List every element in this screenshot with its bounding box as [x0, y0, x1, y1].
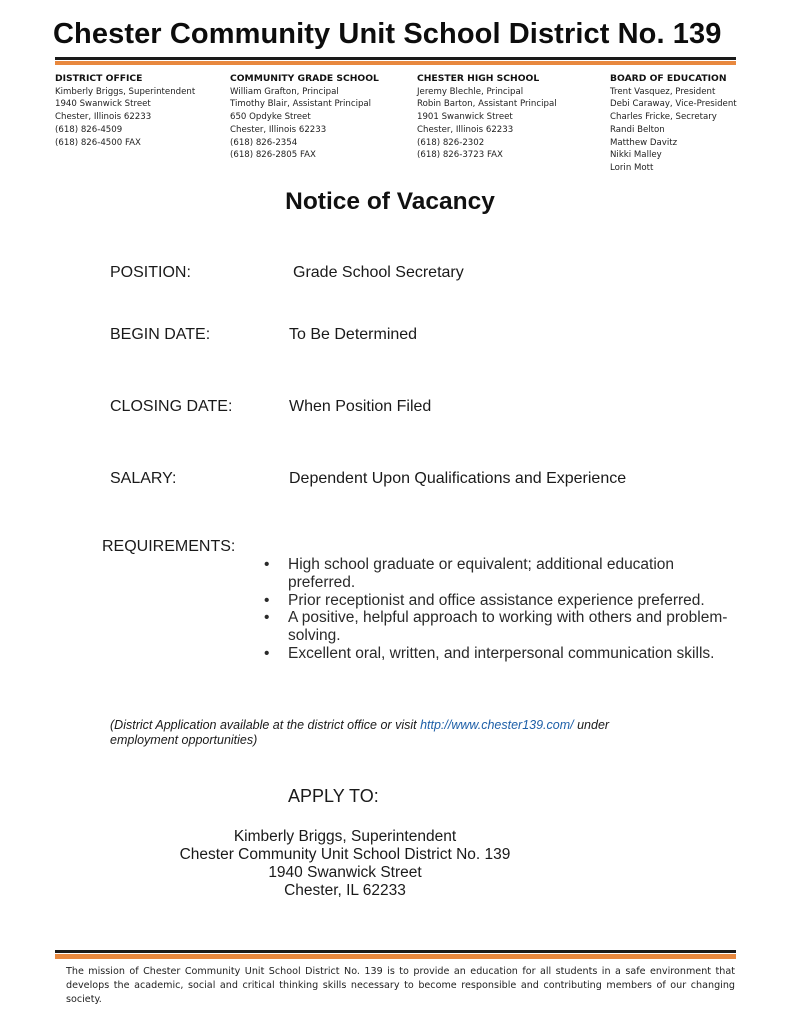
contact-line: (618) 826-3723 FAX: [417, 150, 503, 161]
bullet-icon: •: [264, 609, 270, 627]
application-note: [110, 718, 670, 748]
contact-line: (618) 826-4509: [55, 124, 123, 135]
requirement-item: [262, 645, 732, 663]
footer-rule-orange: [55, 954, 736, 959]
position-value: Grade School Secretary: [293, 264, 464, 281]
high-school-heading: CHESTER HIGH SCHOOL: [417, 73, 540, 84]
district-title: Chester Community Unit School District No. 139: [53, 18, 722, 50]
requirement-text: Excellent oral, written, and interpersonal communication skills.: [288, 644, 715, 662]
requirement-item: [262, 609, 732, 645]
contact-line: Kimberly Briggs, Superintendent: [55, 86, 196, 97]
contact-line: (618) 826-2805 FAX: [230, 150, 316, 161]
contact-line: Matthew Davitz: [610, 137, 678, 148]
address-line: Chester Community Unit School District No. 139: [179, 846, 511, 863]
contact-line: Chester, Illinois 62233: [417, 124, 514, 135]
address-line: Chester, IL 62233: [284, 882, 406, 899]
contact-line: Robin Barton, Assistant Principal: [417, 99, 557, 110]
high-school-column: [417, 73, 557, 162]
mission-statement: The mission of Chester Community Unit School District No. 139 is to provide an education for all students in a safe environment that develops the academic, social and critical thinking skills necessary to become responsible and contributing members of our changing society.: [66, 966, 735, 1005]
salary-label: SALARY:: [110, 470, 177, 487]
contact-line: Randi Belton: [610, 124, 665, 135]
application-note-text: (District Application available at the district office or visit: [110, 718, 421, 732]
contact-line: Nikki Malley: [610, 150, 662, 161]
requirement-text: High school graduate or equivalent; additional education preferred.: [288, 556, 675, 591]
bullet-icon: •: [264, 556, 270, 573]
contact-line: Chester, Illinois 62233: [230, 124, 327, 135]
contact-line: Chester, Illinois 62233: [55, 112, 152, 123]
position-label: POSITION:: [110, 264, 191, 281]
closing-date-label: CLOSING DATE:: [110, 398, 233, 415]
header-rule-black: [55, 57, 736, 60]
bullet-icon: •: [264, 644, 270, 662]
grade-school-heading: COMMUNITY GRADE SCHOOL: [230, 73, 379, 84]
contact-line: (618) 826-4500 FAX: [55, 137, 141, 148]
board-of-education-column: [610, 73, 737, 175]
header-rule-orange: [55, 61, 736, 65]
requirements-list: [262, 556, 732, 663]
apply-to-heading: APPLY TO:: [288, 786, 379, 806]
contact-line: Debi Caraway, Vice-President: [610, 99, 737, 110]
contact-line: 650 Opdyke Street: [230, 112, 311, 123]
requirements-label: REQUIREMENTS:: [102, 538, 236, 555]
apply-address: [140, 828, 550, 900]
district-office-column: [55, 73, 195, 149]
requirement-item: [262, 592, 732, 610]
bullet-icon: •: [264, 591, 270, 609]
contact-line: Trent Vasquez, President: [610, 86, 716, 97]
contact-line: (618) 826-2354: [230, 137, 298, 148]
requirement-text: Prior receptionist and office assistance experience preferred.: [288, 591, 705, 609]
contact-line: 1901 Swanwick Street: [417, 112, 513, 123]
contact-line: Timothy Blair, Assistant Principal: [230, 99, 372, 110]
begin-date-value: To Be Determined: [289, 326, 418, 343]
address-line: Kimberly Briggs, Superintendent: [233, 828, 457, 845]
address-line: 1940 Swanwick Street: [268, 864, 422, 881]
requirement-text: A positive, helpful approach to working with others and problem-solving.: [288, 609, 728, 645]
contact-line: (618) 826-2302: [417, 137, 485, 148]
contact-line: William Grafton, Principal: [230, 86, 339, 97]
notice-title: Notice of Vacancy: [285, 188, 495, 215]
contact-line: Lorin Mott: [610, 162, 654, 173]
contact-line: Charles Fricke, Secretary: [610, 112, 717, 123]
grade-school-column: [230, 73, 379, 162]
footer-rule-black: [55, 950, 736, 953]
requirement-item: [262, 556, 732, 592]
closing-date-value: When Position Filed: [289, 398, 432, 415]
district-office-heading: DISTRICT OFFICE: [55, 73, 143, 84]
district-website-link[interactable]: http://www.chester139.com/: [420, 718, 574, 732]
contact-line: Jeremy Blechle, Principal: [417, 86, 524, 97]
board-heading: BOARD OF EDUCATION: [610, 73, 727, 84]
salary-value: Dependent Upon Qualifications and Experience: [289, 470, 627, 487]
begin-date-label: BEGIN DATE:: [110, 326, 211, 343]
application-note-text: under employment opportunities): [110, 718, 610, 747]
contact-line: 1940 Swanwick Street: [55, 99, 151, 110]
